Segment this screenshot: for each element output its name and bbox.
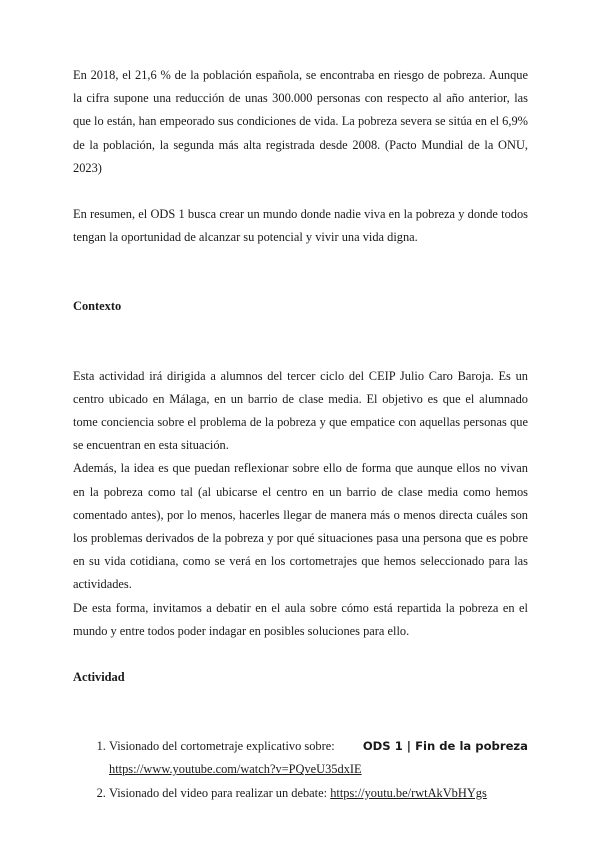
contexto-paragraph-3: De esta forma, invitamos a debatir en el aula sobre cómo está repartida la pobreza en el mundo y entre todos poder indagar en posibles soluciones para ello.: [73, 600, 528, 638]
contexto-paragraph-2: Además, la idea es que puedan reflexionar sobre ello de forma que aunque ellos no vivan en la pobreza como tal (al ubicarse el centro en un barrio de clase media como hemos comentado antes), por lo menos, hacerles llegar de manera más o menos directa cuáles son los problemas derivados de la pobreza y por qué situaciones pasa una persona que es pobre en su vida cotidiana, como se verá en los cortometrajes que hemos seleccionado para las actividades.: [73, 461, 528, 592]
list-item: [109, 735, 528, 781]
contexto-paragraph-1: Esta actividad irá dirigida a alumnos del tercer ciclo del CEIP Julio Caro Baroja. Es un centro ubicado en Málaga, en un barrio de clase media. El objetivo es que el alumnado tome conciencia sobre el problema de la pobreza y que empatice con aquellas personas que se encuentran en esta situación.: [73, 368, 528, 453]
activity-2-text: Visionado del video para realizar un debate:: [109, 785, 328, 800]
activity-1-text: 1. Visionado del cortometraje explicativo sobre:: [109, 739, 335, 754]
activity-list: [73, 735, 528, 805]
heading-actividad: Actividad: [73, 670, 125, 685]
list-item: [109, 782, 528, 805]
heading-contexto: Contexto: [73, 299, 122, 314]
activity-1-link[interactable]: https://www.youtube.com/watch?v=PQveU35dxIE: [109, 762, 362, 777]
intro-paragraph-poverty-stats: En 2018, el 21,6 % de la población española, se encontraba en riesgo de pobreza. Aunque la cifra supone una reducción de unas 300.000 personas con respecto al año anterior, las que lo están, han empeorado sus condiciones de vida. La pobreza severa se sitúa en el 6,9% de la población, la segunda más alta registrada desde 2008. (Pacto Mundial de la ONU, 2023): [73, 68, 528, 175]
activity-1-title: ODS 1 | Fin de la pobreza: [362, 739, 528, 754]
intro-paragraph-summary: En resumen, el ODS 1 busca crear un mundo donde nadie viva en la pobreza y donde todos tengan la oportunidad de alcanzar su potencial y vivir una vida digna.: [73, 207, 528, 245]
activity-2-link[interactable]: https://youtu.be/rwtAkVbHYgs: [330, 785, 487, 800]
